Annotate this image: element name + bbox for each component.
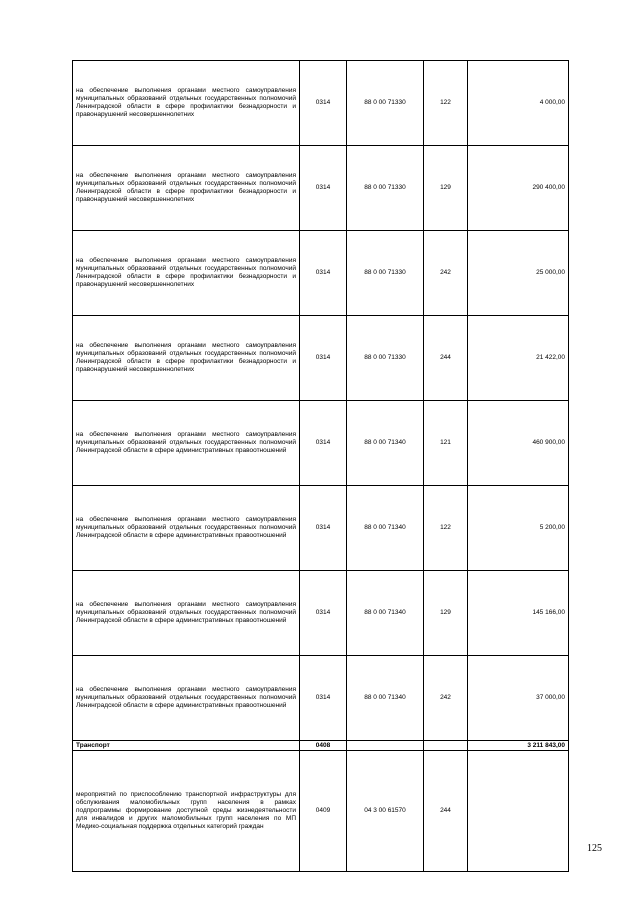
section-code-cell: 0314 [300,486,347,571]
table-row [73,146,569,231]
expense-name-cell: на обеспечение выполнения органами местного самоуправления муниципальных образований отдельных государственных полномочий Ленинградской области в сфере административных правоотношений [73,571,300,656]
expense-name-cell: мероприятий по приспособлению транспортной инфраструктуры для обслуживания маломобильных групп населения в рамках подпрограммы формирование доступной среды жизнедеятельности для инвалидов и других маломобильных групп населения по МП Медико-социальная поддержка отдельных категорий граждан [73,751,300,872]
section-code-cell: 0314 [300,146,347,231]
table-row [73,571,569,656]
section-code-cell: 0314 [300,571,347,656]
amount-cell: 5 200,00 [468,486,569,571]
budget-table [72,60,569,872]
section-code-cell: 0314 [300,231,347,316]
subtotal-amount-cell: 3 211 843,00 [468,741,569,751]
amount-cell: 37 000,00 [468,656,569,741]
expense-name-cell: на обеспечение выполнения органами местного самоуправления муниципальных образований отдельных государственных полномочий Ленинградской области в сфере профилактики безнадзорности и правонарушений несовершеннолетних [73,316,300,401]
target-article-cell: 88 0 00 71340 [347,656,424,741]
expense-name-cell: на обеспечение выполнения органами местного самоуправления муниципальных образований отдельных государственных полномочий Ленинградской области в сфере профилактики безнадзорности и правонарушений несовершеннолетних [73,61,300,146]
amount-cell: 145 166,00 [468,571,569,656]
amount-cell: 290 400,00 [468,146,569,231]
section-code-cell: 0314 [300,61,347,146]
section-code-cell: 0409 [300,751,347,872]
table-row [73,486,569,571]
expense-type-cell [424,741,468,751]
table-row [73,656,569,741]
target-article-cell: 88 0 00 71330 [347,316,424,401]
table-row [73,316,569,401]
subtotal-row [73,741,569,751]
expense-type-cell: 244 [424,316,468,401]
expense-name-cell: на обеспечение выполнения органами местного самоуправления муниципальных образований отдельных государственных полномочий Ленинградской области в сфере профилактики безнадзорности и правонарушений несовершеннолетних [73,146,300,231]
target-article-cell: 04 3 00 61570 [347,751,424,872]
target-article-cell: 88 0 00 71330 [347,146,424,231]
expense-type-cell: 122 [424,486,468,571]
target-article-cell [347,741,424,751]
section-code-cell: 0314 [300,316,347,401]
section-code-cell: 0408 [300,741,347,751]
section-code-cell: 0314 [300,401,347,486]
expense-type-cell: 129 [424,571,468,656]
amount-cell: 25 000,00 [468,231,569,316]
amount-cell: 4 000,00 [468,61,569,146]
table-row [73,61,569,146]
target-article-cell: 88 0 00 71330 [347,61,424,146]
expense-type-cell: 121 [424,401,468,486]
section-code-cell: 0314 [300,656,347,741]
expense-name-cell: на обеспечение выполнения органами местного самоуправления муниципальных образований отдельных государственных полномочий Ленинградской области в сфере административных правоотношений [73,656,300,741]
target-article-cell: 88 0 00 71340 [347,571,424,656]
amount-cell: 460 900,00 [468,401,569,486]
target-article-cell: 88 0 00 71340 [347,486,424,571]
section-name-cell: Транспорт [73,741,300,751]
table-row [73,231,569,316]
target-article-cell: 88 0 00 71340 [347,401,424,486]
expense-type-cell: 129 [424,146,468,231]
expense-type-cell: 242 [424,656,468,741]
expense-name-cell: на обеспечение выполнения органами местного самоуправления муниципальных образований отдельных государственных полномочий Ленинградской области в сфере административных правоотношений [73,401,300,486]
table-row [73,401,569,486]
amount-cell: 21 422,00 [468,316,569,401]
target-article-cell: 88 0 00 71330 [347,231,424,316]
expense-type-cell: 244 [424,751,468,872]
amount-cell [468,751,569,872]
table-row [73,751,569,872]
expense-name-cell: на обеспечение выполнения органами местного самоуправления муниципальных образований отдельных государственных полномочий Ленинградской области в сфере административных правоотношений [73,486,300,571]
expense-name-cell: на обеспечение выполнения органами местного самоуправления муниципальных образований отдельных государственных полномочий Ленинградской области в сфере профилактики безнадзорности и правонарушений несовершеннолетних [73,231,300,316]
expense-type-cell: 242 [424,231,468,316]
page-number: 125 [587,843,602,854]
expense-type-cell: 122 [424,61,468,146]
